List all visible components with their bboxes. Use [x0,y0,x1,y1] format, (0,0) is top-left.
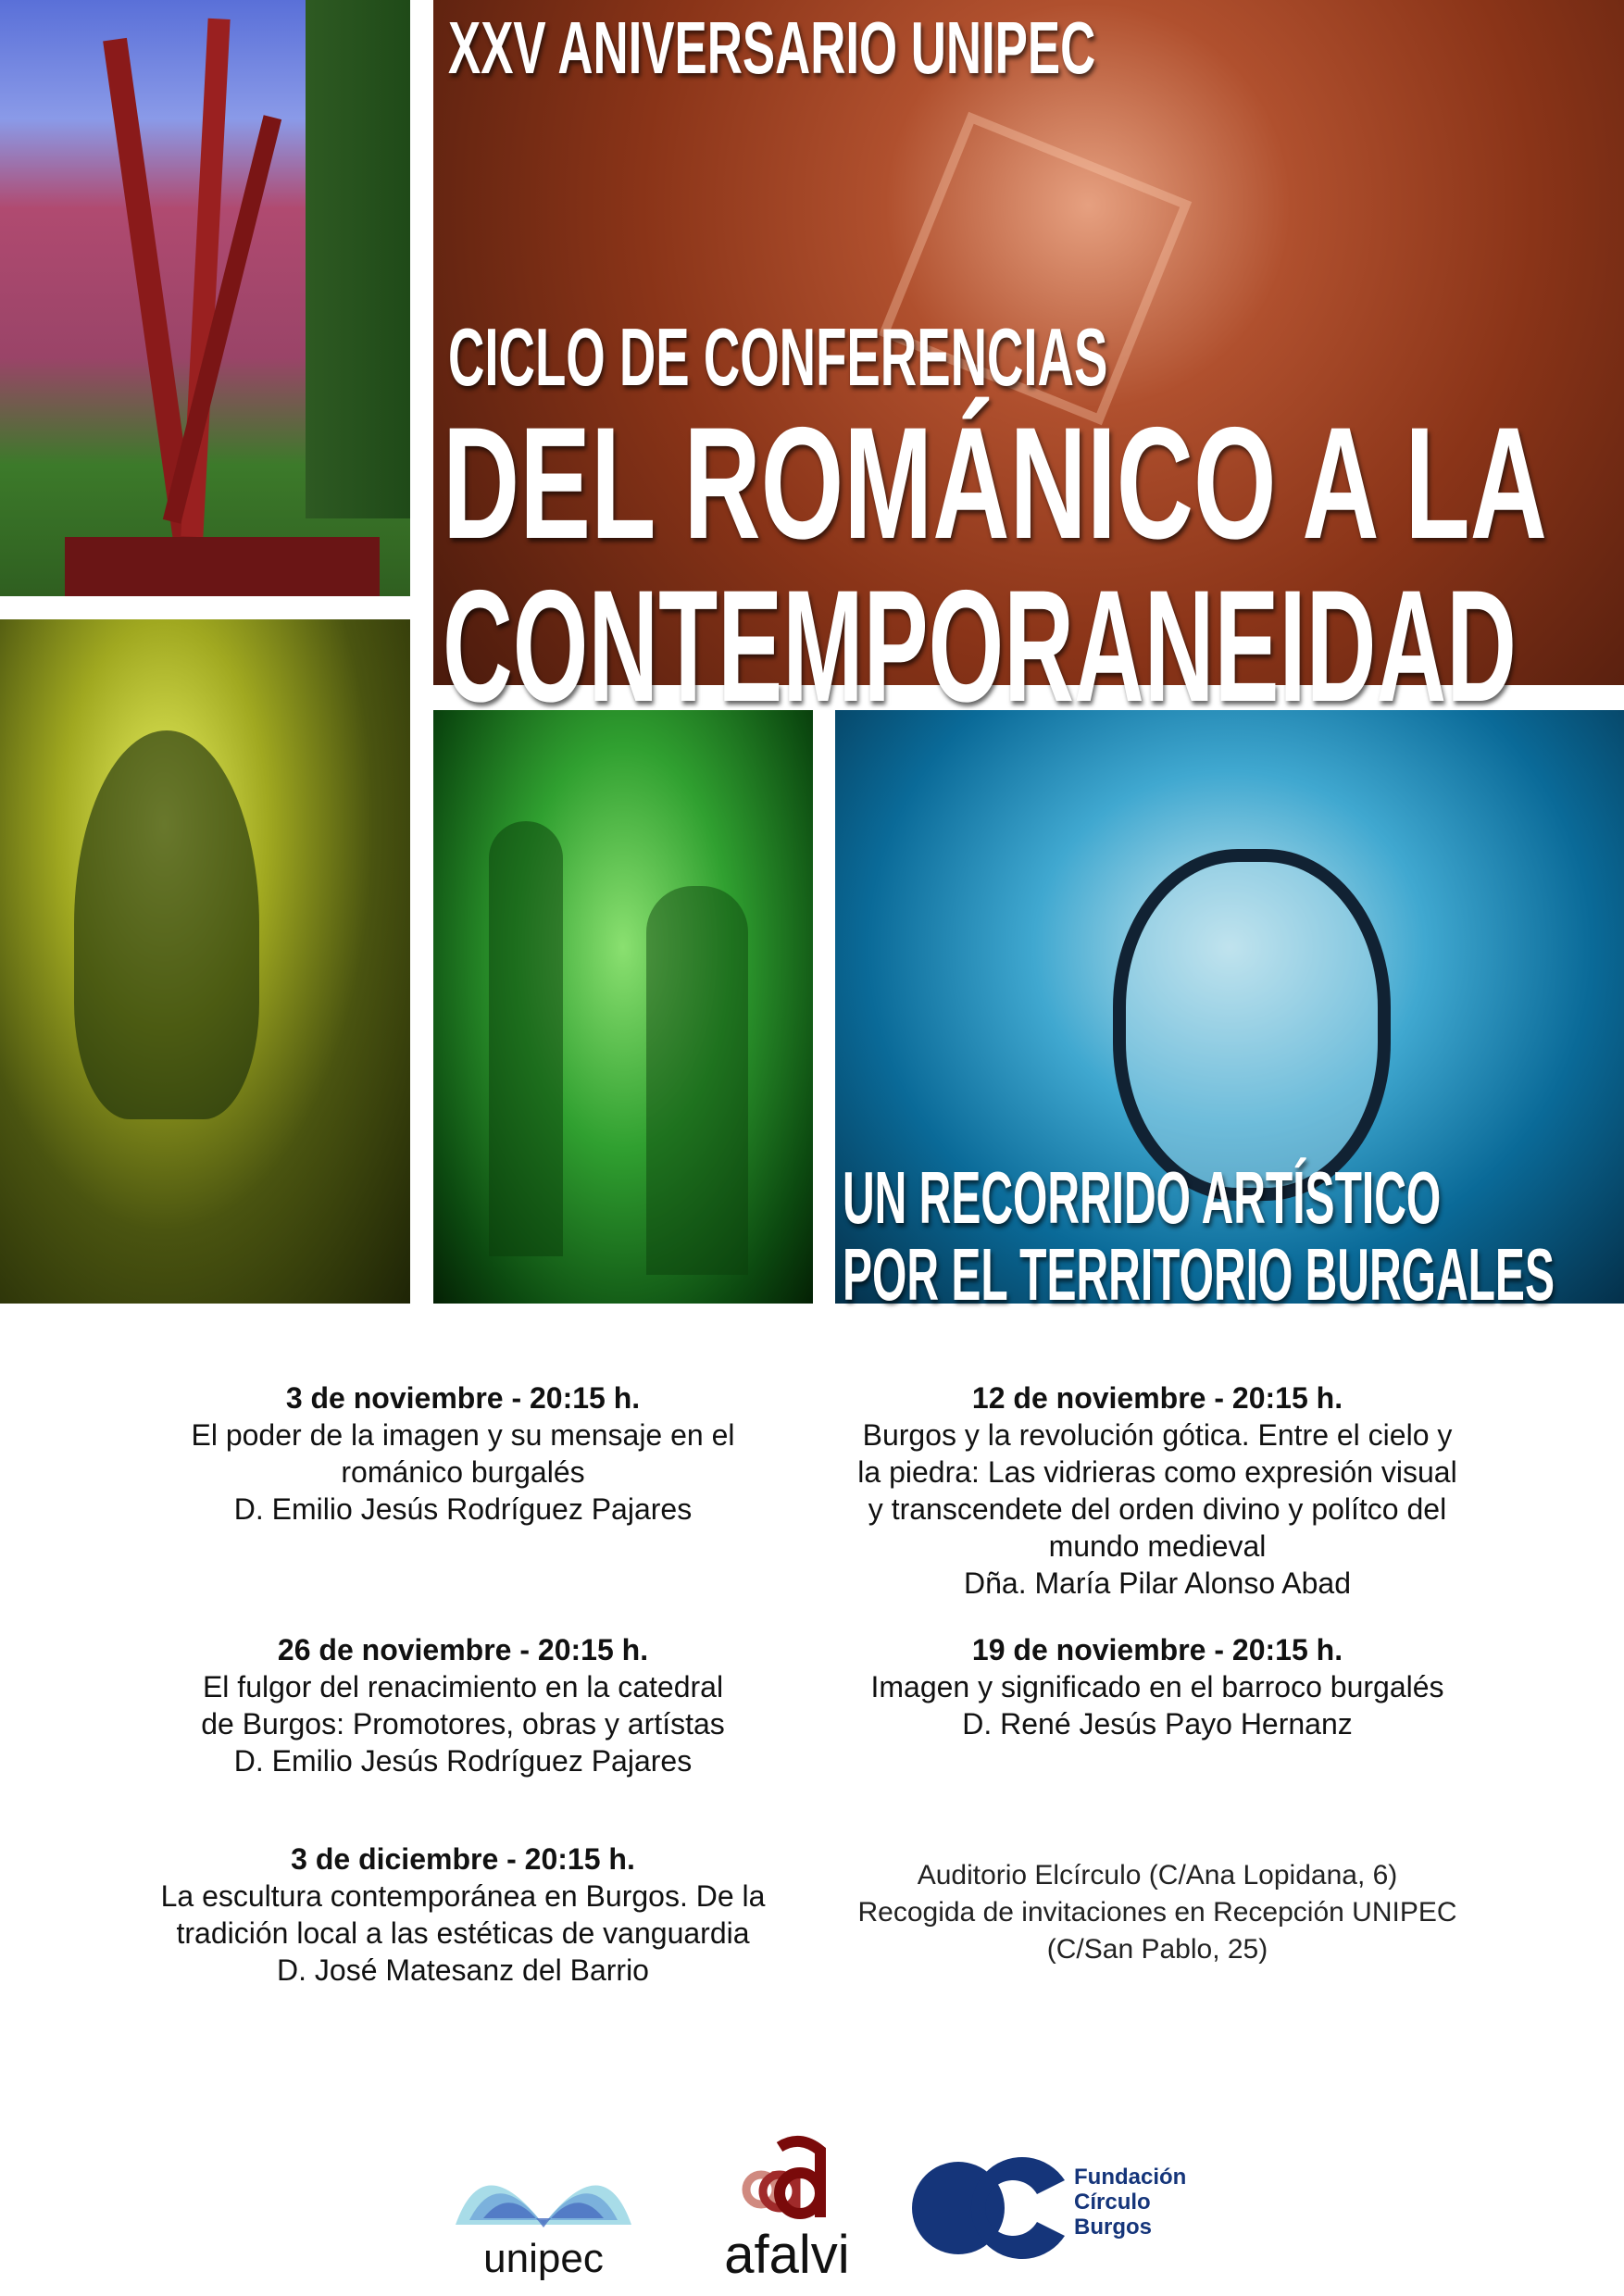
afalvi-mark-icon [722,2134,852,2227]
title-line-2: CONTEMPORANEIDAD [443,557,1517,735]
romanesque-relief-photo [433,710,813,1304]
series-heading: CICLO DE CONFERENCIAS [448,311,1108,403]
lecture-date: 3 de diciembre - 20:15 h. [291,1842,635,1876]
open-book-icon [446,2146,641,2234]
fundacion-circulo-logo [912,2157,1190,2259]
lecture-speaker: D. Emilio Jesús Rodríguez Pajares [233,1492,693,1526]
lecture-title: y transcendete del orden divino y polítco del [868,1492,1447,1526]
lecture-date: 12 de noviembre - 20:15 h. [971,1381,1343,1415]
lecture-4 [815,1631,1500,1742]
lecture-3 [130,1631,796,1779]
venue-line: (C/San Pablo, 25) [1046,1934,1268,1965]
lecture-title: El fulgor del renacimiento en la catedral [202,1670,724,1703]
lecture-title: La escultura contemporánea en Burgos. De la [160,1879,766,1913]
unipec-logo [446,2146,641,2281]
lecture-title: la piedra: Las vidrieras como expresión visual [857,1455,1457,1489]
lecture-title: de Burgos: Promotores, obras y artístas [201,1707,725,1741]
afalvi-logo [722,2134,852,2291]
lecture-speaker: Dña. María Pilar Alonso Abad [963,1566,1351,1600]
lecture-speaker: D. René Jesús Payo Hernanz [962,1707,1353,1741]
sculpture-photo [0,0,410,596]
circulo-cc-icon [912,2157,1069,2259]
fundacion-text: Círculo [1074,2190,1151,2215]
venue-line: Recogida de invitaciones en Recepción UNIPEC [857,1897,1457,1928]
lecture-title: Burgos y la revolución gótica. Entre el cielo y [862,1418,1453,1452]
lecture-5 [120,1841,806,1989]
subtitle-line-1: UN RECORRIDO ARTÍSTICO [843,1156,1442,1239]
afalvi-logo-text: afalvi [724,2225,850,2285]
lecture-title: mundo medieval [1048,1529,1267,1563]
lecture-title: románico burgalés [341,1455,585,1489]
subtitle-line-2: POR EL TERRITORIO BURGALES [843,1233,1555,1316]
unipec-logo-text: unipec [483,2236,604,2281]
lecture-date: 26 de noviembre - 20:15 h. [277,1633,649,1666]
venue-info [815,1857,1500,1968]
virgin-painting-photo [0,619,410,1304]
lecture-date: 3 de noviembre - 20:15 h. [285,1381,641,1415]
lecture-speaker: D. José Matesanz del Barrio [277,1953,649,1987]
lecture-2 [815,1379,1500,1602]
lecture-date: 19 de noviembre - 20:15 h. [971,1633,1343,1666]
lecture-title: Imagen y significado en el barroco burgalés [870,1670,1444,1703]
lecture-title: El poder de la imagen y su mensaje en el [191,1418,735,1452]
fundacion-text: Burgos [1074,2215,1152,2240]
title-line-1: DEL ROMÁNICO A LA [443,394,1547,572]
lecture-1 [130,1379,796,1528]
fundacion-text: Fundación [1074,2165,1187,2190]
venue-line: Auditorio Elcírculo (C/Ana Lopidana, 6) [917,1860,1398,1890]
lecture-title: tradición local a las estéticas de vanguardia [176,1916,750,1950]
lecture-speaker: D. Emilio Jesús Rodríguez Pajares [233,1744,693,1778]
anniversary-heading: XXV ANIVERSARIO UNIPEC [448,6,1096,89]
